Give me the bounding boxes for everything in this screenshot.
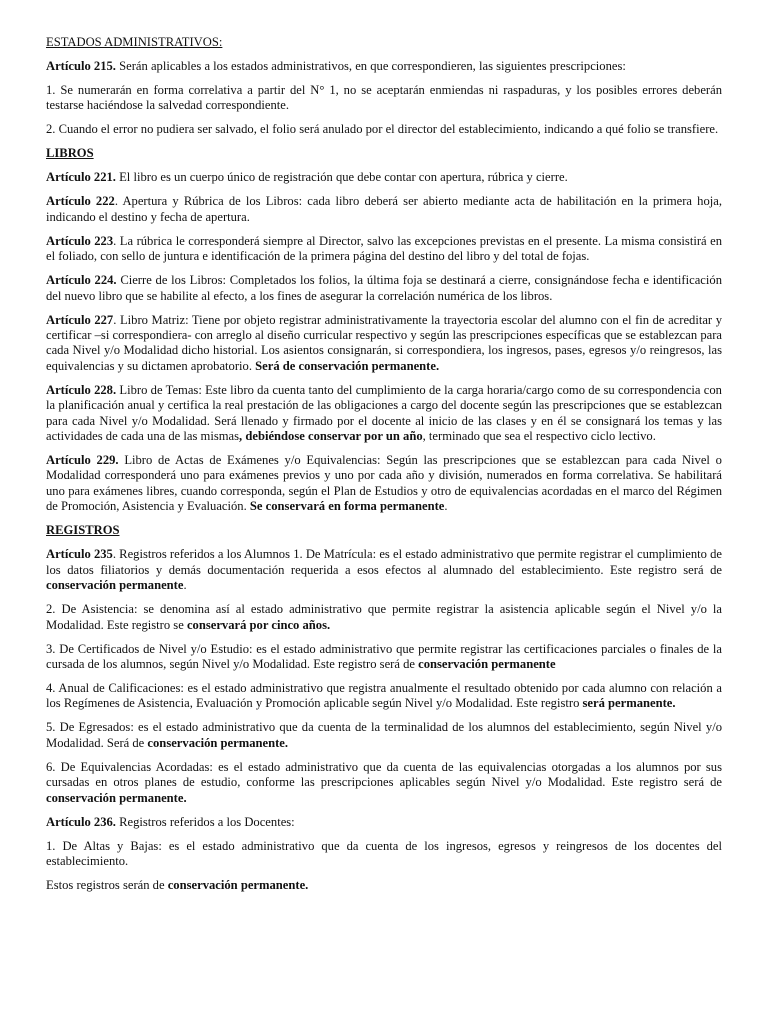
article-number: Artículo 215. (46, 59, 116, 73)
item-text: 2. De Asistencia: se denomina así al estado administrativo que permite registrar la asistencia aplicable según el Nivel y/o la Modalidad. Este registro se (46, 602, 722, 632)
article-number: Artículo 227 (46, 312, 114, 327)
article-emphasis: Será de conservación permanente. (255, 358, 440, 373)
article-text: Serán aplicables a los estados administrativos, en que correspondieren, las siguientes prescripciones: (115, 59, 626, 73)
article-emphasis: conservación permanente (46, 578, 184, 593)
item-text: 6. De Equivalencias Acordadas: es el estado administrativo que da cuenta de las equivalencias otorgadas a los alumnos por sus cursadas en otros planes de estudio, conforme las prescripciones aplicables según Nivel y/o Modalidad. Este registro será de (46, 759, 722, 790)
article-text: . Apertura y Rúbrica de los Libros: cada libro deberá ser abierto mediante acta de habilitación en la primera hoja, indicando el destino y fecha de apertura. (46, 194, 722, 224)
item-emphasis: conservación permanente (418, 656, 556, 671)
article-text: . La rúbrica le corresponderá siempre al Director, salvo las excepciones previstas en el presente. La misma consistirá en el foliado, con sello de juntura e identificación de la primera página del destino del libro y del total de fojas. (46, 233, 722, 264)
item-emphasis: conservación permanente. (46, 790, 187, 805)
article-235-item-4 (46, 681, 722, 712)
article-215 (46, 59, 722, 74)
article-228 (46, 383, 722, 445)
section-heading-registros (46, 523, 722, 538)
article-number: Artículo 221. (46, 170, 116, 185)
article-number: Artículo 224. (46, 273, 117, 288)
article-222 (46, 194, 722, 225)
section-heading-text: REGISTROS (46, 523, 120, 538)
article-text: Cierre de los Libros: Completados los folios, la última foja se destinará a cierre, consignándose fecha e identificación del nuevo libro que se habilite al efecto, a los fines de asegurar la correlación numérica de los libros. (46, 273, 722, 303)
article-text-end: . (183, 578, 187, 593)
article-229 (46, 453, 722, 515)
article-236 (46, 815, 722, 830)
article-number: Artículo 223 (46, 233, 114, 248)
article-text-end: , terminado que sea el respectivo ciclo lectivo. (422, 429, 656, 444)
article-236-item-1: 1. De Altas y Bajas: es el estado administrativo que da cuenta de los ingresos, egresos y reingresos de los docentes del establecimiento. (46, 838, 722, 868)
article-235-item-5 (46, 720, 722, 751)
article-224 (46, 273, 722, 304)
article-text: . Libro Matriz: Tiene por objeto registrar administrativamente la trayectoria escolar del alumno con el fin de acreditar y certificar –si correspondiera- con arreglo al diseño curricular respectivo y según las prescripciones específicas que se establezcan para cada Nivel y/o Modalidad dicho historial. Los asientos consignarán, si correspondiera, los ingresos, pases, egresos y/o reingresos, las equivalencias y su dictamen aprobatorio. (46, 312, 722, 373)
article-text: . Registros referidos a los Alumnos 1. De Matrícula: es el estado administrativo que permite registrar el cumplimiento de los datos filiatorios y demás documentación requerida a esos efectos al alumnado del establecimiento. Este registro será de (46, 547, 722, 577)
document-page (46, 35, 722, 902)
article-text-end: . (444, 499, 448, 514)
article-number: Artículo 235 (46, 547, 113, 562)
article-number: Artículo 236. (46, 814, 116, 829)
article-text: El libro es un cuerpo único de registración que debe contar con apertura, rúbrica y cierre. (115, 170, 568, 185)
article-221 (46, 170, 722, 185)
article-text: Libro de Actas de Exámenes y/o Equivalencias: Según las prescripciones que se establezcan para cada Nivel o Modalidad corresponderá uno para exámenes previos y uno por cada año y división, numerados en forma correlativa. Se habilitará uno para exámenes libres, cuando corresponda, según el Plan de Estudios y otro de equivalencias acordadas en el marco del Régimen de Promoción, Asistencia y Evaluación. (46, 453, 722, 514)
article-235-item-3 (46, 642, 722, 673)
article-text: Registros referidos a los Docentes: (115, 814, 295, 829)
closing-text: Estos registros serán de (46, 877, 168, 892)
article-215-item-1: 1. Se numerarán en forma correlativa a partir del N° 1, no se aceptarán enmiendas ni raspaduras, y los posibles errores deberán testarse haciéndose la salvedad correspondiente. (46, 83, 722, 113)
article-emphasis: Se conservará en forma permanente (249, 499, 445, 514)
article-number: Artículo 228. (46, 382, 117, 397)
document-title (46, 35, 722, 50)
closing-paragraph (46, 878, 722, 893)
item-text: 3. De Certificados de Nivel y/o Estudio: es el estado administrativo que permite registrar las certificaciones parciales o finales de la cursada de los alumnos, según Nivel y/o Modalidad. Este registro será de (46, 641, 722, 671)
article-235 (46, 547, 722, 593)
article-227 (46, 313, 722, 375)
document-title-text: ESTADOS ADMINISTRATIVOS: (46, 35, 223, 49)
item-emphasis: conservación permanente. (147, 735, 289, 750)
article-number: Artículo 229. (46, 453, 119, 468)
article-223 (46, 234, 722, 265)
item-emphasis: conservará por cinco años. (186, 617, 331, 632)
item-emphasis: será permanente. (582, 696, 676, 711)
article-235-item-2 (46, 602, 722, 633)
article-text: Libro de Temas: Este libro da cuenta tanto del cumplimiento de la carga horaria/cargo como de su correspondencia con la planificación anual y certifica la real prestación de las obligaciones a cargo del docente según las prescripciones que se establezcan para cada Nivel y/o Modalidad. Será llenado y firmado por el docente al inicio de las clases y en él se consignará los temas y las actividades de cada una de las mismas (46, 382, 722, 444)
item-text: 5. De Egresados: es el estado administrativo que da cuenta de la terminalidad de los alumnos del establecimiento, según Nivel y/o Modalidad. Será de (46, 720, 722, 750)
article-emphasis: , debiéndose conservar por un año (239, 429, 423, 444)
article-235-item-6 (46, 760, 722, 806)
section-heading-text: LIBROS (46, 146, 94, 161)
article-215-item-2: 2. Cuando el error no pudiera ser salvado, el folio será anulado por el director del establecimiento, indicando a qué folio se transfiere. (46, 122, 719, 137)
closing-emphasis: conservación permanente. (167, 877, 309, 892)
section-heading-libros (46, 146, 722, 161)
item-text: 4. Anual de Calificaciones: es el estado administrativo que registra anualmente el resultado obtenido por cada alumno con relación a los Regímenes de Asistencia, Evaluación y Promoción aplicable según Nivel y/o Modalidad. Este registro (46, 680, 722, 711)
article-number: Artículo 222 (46, 194, 115, 209)
